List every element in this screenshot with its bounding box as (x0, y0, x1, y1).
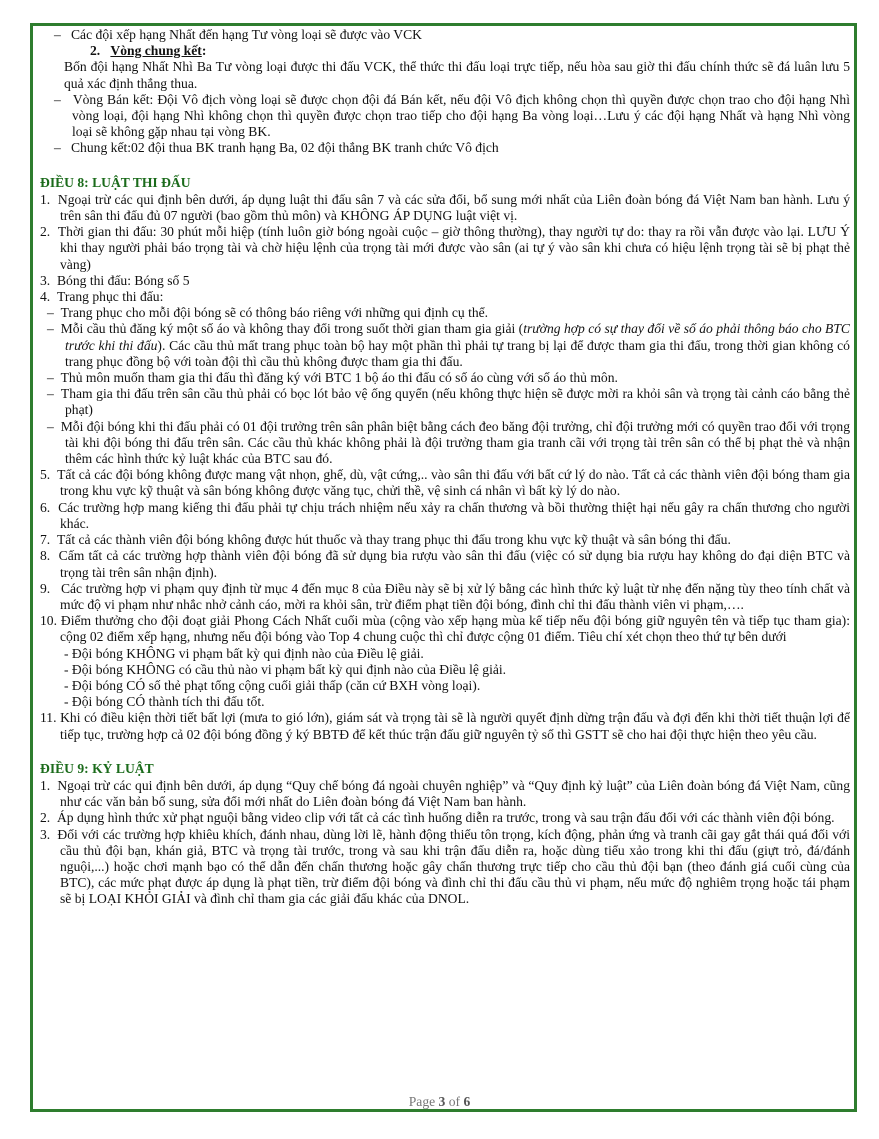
list-item: 1. Ngoại trừ các qui định bên dưới, áp dụng luật thi đấu sân 7 và các sửa đổi, bổ sung mới nhất của Liên đoàn bóng đá Việt Nam ban hành. Lưu ý trên sân thi đấu đủ 07 người (bao gồm thủ môn) và KHÔNG ÁP DỤNG luật việt vị. (40, 191, 850, 224)
list-item: – Vòng Bán kết: Đội Vô địch vòng loại sẽ được chọn đội đá Bán kết, nếu đội Vô địch không chọn thì quyền được chọn trao cho đội hạng Nhì vòng loại, đội hạng Nhì không chọn thì quyền được chọn trao tiếp cho đội hạng Ba vòng loại…Lưu ý các đội hạng Nhất và hạng Nhì vòng loại sẽ không gặp nhau tại vòng BK. (54, 91, 850, 140)
article-9-heading: ĐIỀU 9: KỶ LUẬT (40, 760, 154, 776)
article-8-heading: ĐIỀU 8: LUẬT THI ĐẤU (40, 174, 191, 190)
total-page-number: 6 (463, 1094, 471, 1109)
list-item: 1. Ngoại trừ các qui định bên dưới, áp dụng “Quy chế bóng đá ngoài chuyên nghiệp” và “Quy định kỷ luật” của Liên đoàn bóng đá Việt Nam, cũng như các văn bản bổ sung, sửa đổi mới nhất do Liên đoàn bóng đá Việt Nam ban hành. (40, 777, 850, 810)
list-item: 11. Khi có điều kiện thời tiết bất lợi (mưa to gió lớn), giám sát và trọng tài sẽ là người quyết định dừng trận đấu và đợi đến khi thời tiết thuận lợi để tiếp tục, trường hợp cả 02 đội bóng đồng ý ký BBTĐ để kết thúc trận đấu giữ nguyên tỷ số thì GSTT sẽ cho hai đội thực hiện theo yêu cầu. (40, 710, 850, 742)
list-item: 7. Tất cả các thành viên đội bóng không được hút thuốc và thay trang phục thi đấu trong khu vực kỹ thuật và sân bóng thi đấu. (40, 532, 731, 548)
page-word: Page (408, 1094, 439, 1109)
subheading-number: 2. (90, 43, 101, 59)
text-segment: ). Các cầu thủ mất trang phục toàn bộ hay một phần thì phải tự trang bị lại để được tham gia thi đấu, trong thời gian không có trang phục đồng bộ với toàn đội thì cầu thủ không được tham gia thi đấu. (65, 337, 850, 369)
list-item: 6. Các trường hợp mang kiếng thi đấu phải tự chịu trách nhiệm nếu xảy ra chấn thương và bồi thường thiệt hại nếu gây ra chấn thương cho người khác. (40, 499, 850, 531)
text-segment: – Mỗi cầu thủ đăng ký một số áo và không thay đổi trong suốt thời gian tham gia giải ( (47, 321, 524, 337)
list-item: 2. Áp dụng hình thức xử phạt nguội bằng video clip với tất cả các tình huống diễn ra trước, trong và sau trận đấu đối với các thành viên đội bóng. (40, 810, 835, 826)
list-item: 9. Các trường hợp vi phạm quy định từ mục 4 đến mục 8 của Điều này sẽ bị xử lý bằng các hình thức kỷ luật từ nhẹ đến nặng tùy theo tính chất và mức độ vi phạm như nhắc nhở cảnh cáo, mời ra khỏi sân, trừ điểm phạt tiền đội bóng, đình chỉ thi đấu thành viên vi phạm,…. (40, 580, 850, 612)
subheading-title: Vòng chung kết (110, 43, 202, 59)
list-item: – Chung kết:02 đội thua BK tranh hạng Ba, 02 đội thắng BK tranh chức Vô địch (54, 140, 499, 156)
criteria-item: - Đội bóng KHÔNG có cầu thủ nào vi phạm bất kỳ qui định nào của Điều lệ giải. (64, 661, 507, 677)
section-subheading (40, 43, 850, 59)
criteria-item: - Đội bóng KHÔNG vi phạm bất kỳ qui định nào của Điều lệ giải. (64, 645, 424, 661)
list-item: 8. Cấm tất cả các trường hợp thành viên đội bóng đã sử dụng bia rượu vào sân thi đấu (việc có sử dụng bia rượu hay không do đại diện BTC và trọng tài trên sân nhận định). (40, 548, 850, 580)
list-item: 3. Bóng thi đấu: Bóng số 5 (40, 272, 190, 288)
italic-note: trường hợp có sự thay đổi về số áo phải thông báo cho BTC trước khi thi đấu (65, 321, 850, 353)
criteria-item: - Đội bóng CÓ thành tích thi đấu tốt. (64, 694, 265, 710)
criteria-item: - Đội bóng CÓ số thẻ phạt tổng cộng cuối giải thấp (căn cứ BXH vòng loại). (64, 677, 481, 693)
list-item: 4. Trang phục thi đấu: (40, 289, 164, 305)
list-item: – Trang phục cho mỗi đội bóng sẽ có thông báo riêng với những qui định cụ thể. (47, 305, 489, 321)
paragraph: Bốn đội hạng Nhất Nhì Ba Tư vòng loại được thi đấu VCK, thể thức thi đấu loại trực tiếp, nếu hòa sau giờ thi đấu chính thức sẽ đá luân lưu 5 quả xác định thắng thua. (64, 59, 850, 91)
list-item: – Các đội xếp hạng Nhất đến hạng Tư vòng loại sẽ được vào VCK (54, 27, 422, 42)
of-word: of (445, 1094, 464, 1109)
list-item: – Mỗi đội bóng khi thi đấu phải có 01 đội trưởng trên sân phân biệt bằng cách đeo băng đội trưởng, chỉ đội trưởng mới có quyền trao đổi với trọng tài khi đội bóng thi đấu trên sân. Các cầu thủ khác không phải là đội trưởng tham gia tranh cãi với trọng tài trên sân có thể bị phạt thẻ và nhận thêm các hình thức kỷ luật khác của BTC sau đó. (47, 418, 850, 467)
page-footer (0, 1094, 879, 1110)
subheading-colon: : (201, 43, 207, 59)
current-page-number: 3 (438, 1094, 446, 1109)
list-item: 10. Điểm thưởng cho đội đoạt giải Phong Cách Nhất cuối mùa (cộng vào xếp hạng mùa kế tiếp nếu đội bóng giữ nguyên tên và tiếp tục tham gia): cộng 02 điểm xếp hạng, nhưng nếu đội bóng vào Top 4 chung cuộc thì chỉ được cộng 01 điểm. Tiêu chí xét chọn theo thứ tự bên dưới (40, 613, 850, 645)
list-item: 3. Đối với các trường hợp khiêu khích, đánh nhau, dùng lời lẽ, hành động thiếu tôn trọng, kích động, phản ứng và tranh cãi gay gắt thái quá đối với cầu thủ đội bạn, khán giả, BTC và trọng tài trước, trong và sau khi trận đấu diễn ra, hoặc dùng tiểu xảo trong khi thi đấu (giựt trỏ, đá/đánh nguội,...) hoặc chơi mạnh bạo có thể dẫn đến chấn thương hoặc gây chấn thương trực tiếp cho cầu thủ đội bạn (theo đánh giá cuối cùng của BTC), các mức phạt được áp dụng là phạt tiền, trừ điểm đội bóng và đình chỉ thi đấu cầu thủ vi phạm, nếu mức độ nghiêm trọng hoặc tái phạm sẽ bị LOẠI KHỎI GIẢI và đình chỉ tham gia các giải đấu khác của DNOL. (40, 826, 850, 907)
list-item: 2. Thời gian thi đấu: 30 phút mỗi hiệp (tính luôn giờ bóng ngoài cuộc – giờ thông thường), thay người tự do: thay ra rồi vẫn được vào lại. LƯU Ý khi thay người phải báo trọng tài và chờ hiệu lệnh của trọng tài mới được vào sân (ai tự ý vào sân khi chưa có hiệu lệnh trọng tài sẽ bị phạt thẻ vàng) (40, 224, 850, 272)
list-item (40, 321, 850, 370)
list-item: – Tham gia thi đấu trên sân cầu thủ phải có bọc lót bảo vệ ống quyển (nếu không thực hiện sẽ được mời ra khỏi sân và trọng tài cảnh cáo bằng thẻ phạt) (47, 386, 850, 418)
document-body (40, 27, 850, 908)
list-item: – Thủ môn muốn tham gia thi đấu thì đăng ký với BTC 1 bộ áo thi đấu có số áo cùng với số áo thủ môn. (47, 370, 618, 386)
list-item: 5. Tất cả các đội bóng không được mang vật nhọn, ghế, dù, vật cứng,.. vào sân thi đấu với bất cứ lý do nào. Tất cả các thành viên đội bóng tham gia trong khu vực kỹ thuật và sân bóng không được văng tục, chửi thề, vệ sinh cá nhân vì bất kỳ lý do nào. (40, 467, 850, 499)
